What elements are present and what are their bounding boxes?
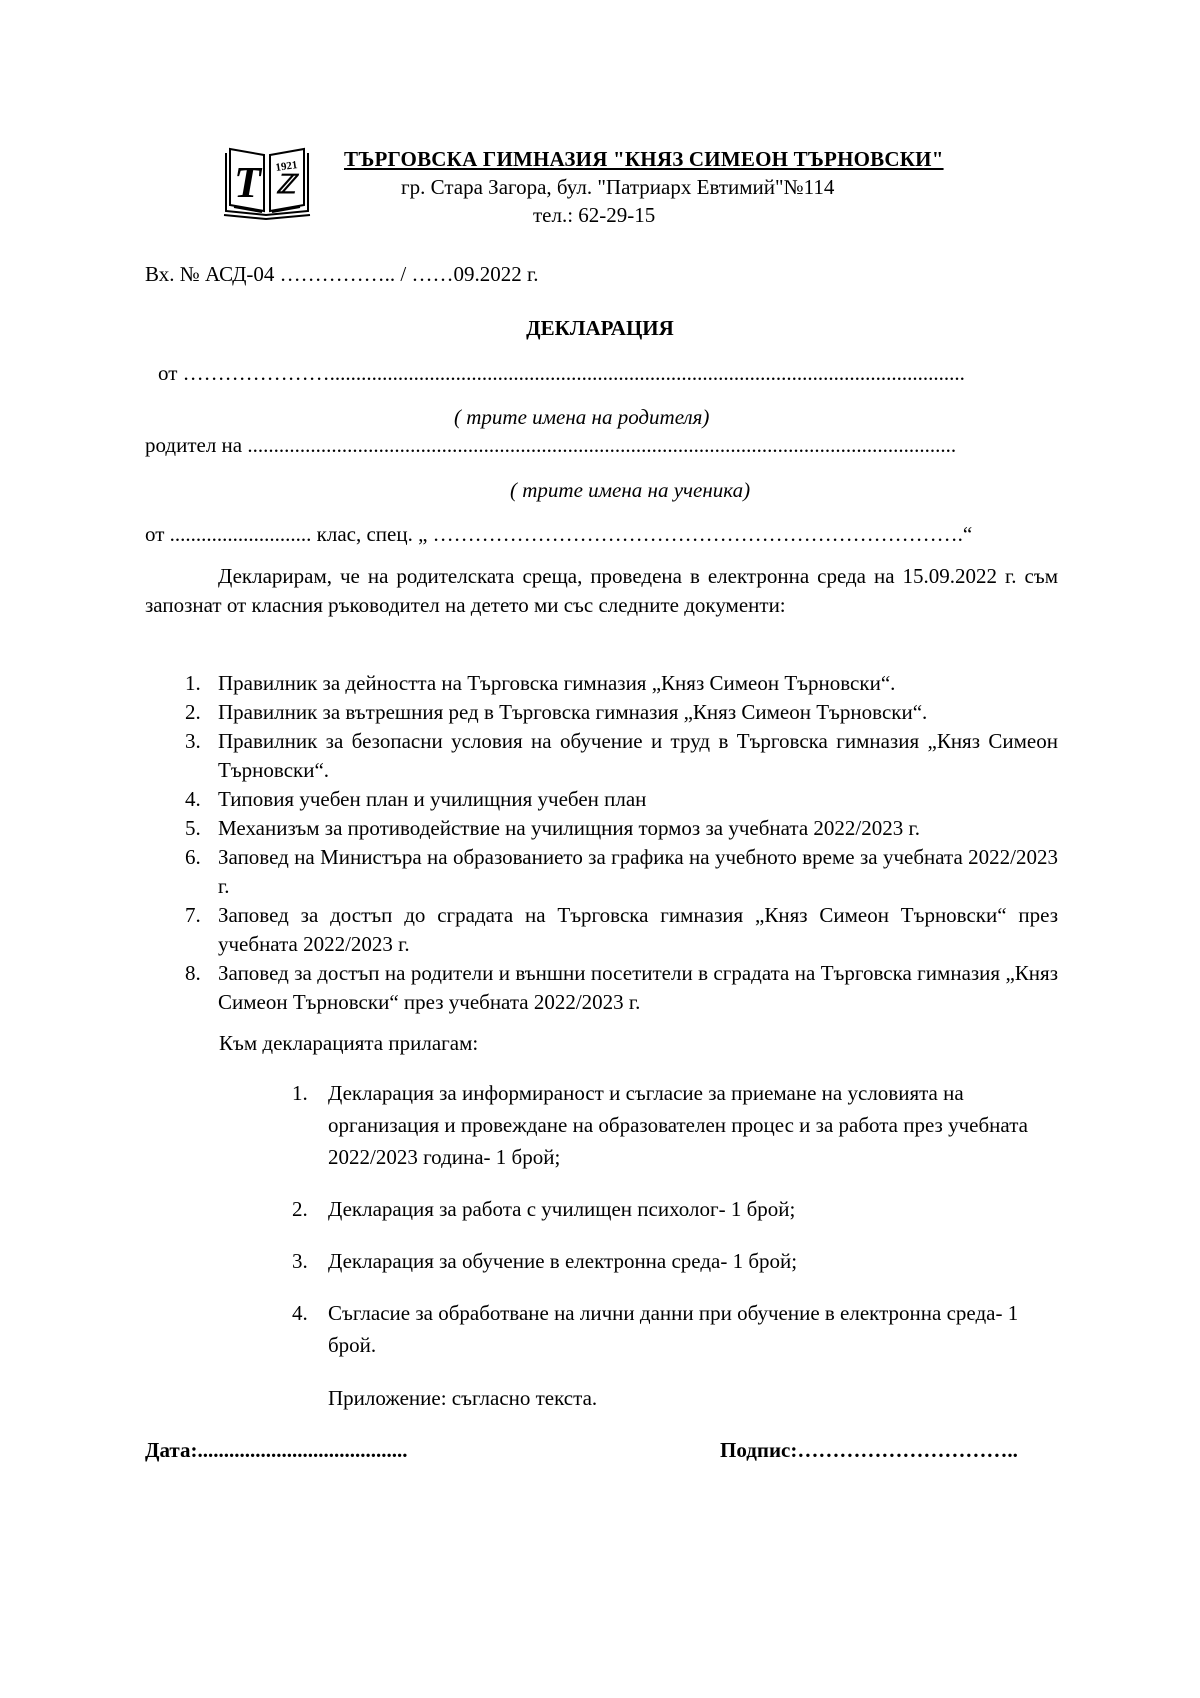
svg-text:Т: Т — [234, 158, 261, 207]
svg-text:ℤ: ℤ — [276, 170, 296, 199]
incoming-reference: Вх. № АСД-04 …………….. / ……09.2022 г. — [145, 262, 539, 286]
attachments-list — [219, 1077, 1069, 1381]
list-item: 1. Правилник за дейността на Търговска гимназия „Княз Симеон Търновски“. — [185, 671, 896, 695]
school-phone: тел.: 62-29-15 — [533, 203, 656, 227]
list-item: 2. Декларация за работа с училищен психолог- 1 брой; — [292, 1197, 796, 1221]
list-item: 1. Декларация за информираност и съгласие за приемане на условията на организация и провеждане на образователен процес и за работа през учебната 2022/2023 година- 1 брой; — [292, 1081, 1028, 1169]
declaration-paragraph: Декларирам, че на родителската среща, проведена в електронна среда на 15.09.2022 г. съм запознат от класния ръководител на детето ми със следните документи: — [145, 564, 1058, 617]
parent-name-line: от …………………......................................................................................................................... — [158, 361, 965, 385]
list-item: 8. Заповед за достъп на родители и външни посетители в сградата на Търговска гимназия „Княз Симеон Търновски“ през учебната 2022/2023 г. — [185, 961, 1058, 1014]
class-specialty-line: от ........................... клас, спец. „ ………………………………………………………………….“ — [145, 522, 973, 546]
list-item: 4. Съгласие за обработване на лични данни при обучение в електронна среда- 1 брой. — [292, 1301, 1019, 1357]
school-logo — [222, 145, 312, 221]
list-item: 3. Правилник за безопасни условия на обучение и труд в Търговска гимназия „Княз Симеон Търновски“. — [185, 729, 1058, 782]
parent-name-caption: ( трите имена на родителя) — [454, 405, 710, 429]
appendix-note: Приложение: съгласно текста. — [328, 1386, 598, 1410]
student-name-line: родител на ....................................................................................................................................... — [145, 433, 957, 457]
documents-list — [145, 669, 1058, 1017]
list-item: 2. Правилник за вътрешния ред в Търговска гимназия „Княз Симеон Търновски“. — [185, 700, 928, 724]
attachments-heading: Към декларацията прилагам: — [219, 1031, 479, 1055]
list-item: 3. Декларация за обучение в електронна среда- 1 брой; — [292, 1249, 798, 1273]
list-item: 7. Заповед за достъп до сградата на Търговска гимназия „Княз Симеон Търновски“ през учебната 2022/2023 г. — [185, 903, 1058, 956]
list-item: 6. Заповед на Министъра на образованието за графика на учебното време за учебната 2022/2023 г. — [185, 845, 1058, 898]
svg-text:1921: 1921 — [274, 159, 299, 174]
school-address: гр. Стара Загора, бул. "Патриарх Евтимий"№114 — [401, 175, 835, 199]
signature-field: Подпис:………………………….. — [720, 1438, 1018, 1462]
date-field: Дата:........................................ — [145, 1438, 408, 1462]
document-title: ДЕКЛАРАЦИЯ — [526, 316, 674, 340]
student-name-caption: ( трите имена на ученика) — [510, 478, 751, 502]
list-item: 5. Механизъм за противодействие на училищния тормоз за учебната 2022/2023 г. — [185, 816, 921, 840]
list-item: 4. Типовия учебен план и училищния учебен план — [185, 787, 647, 811]
school-name: ТЪРГОВСКА ГИМНАЗИЯ "КНЯЗ СИМЕОН ТЪРНОВСКИ" — [344, 147, 944, 171]
